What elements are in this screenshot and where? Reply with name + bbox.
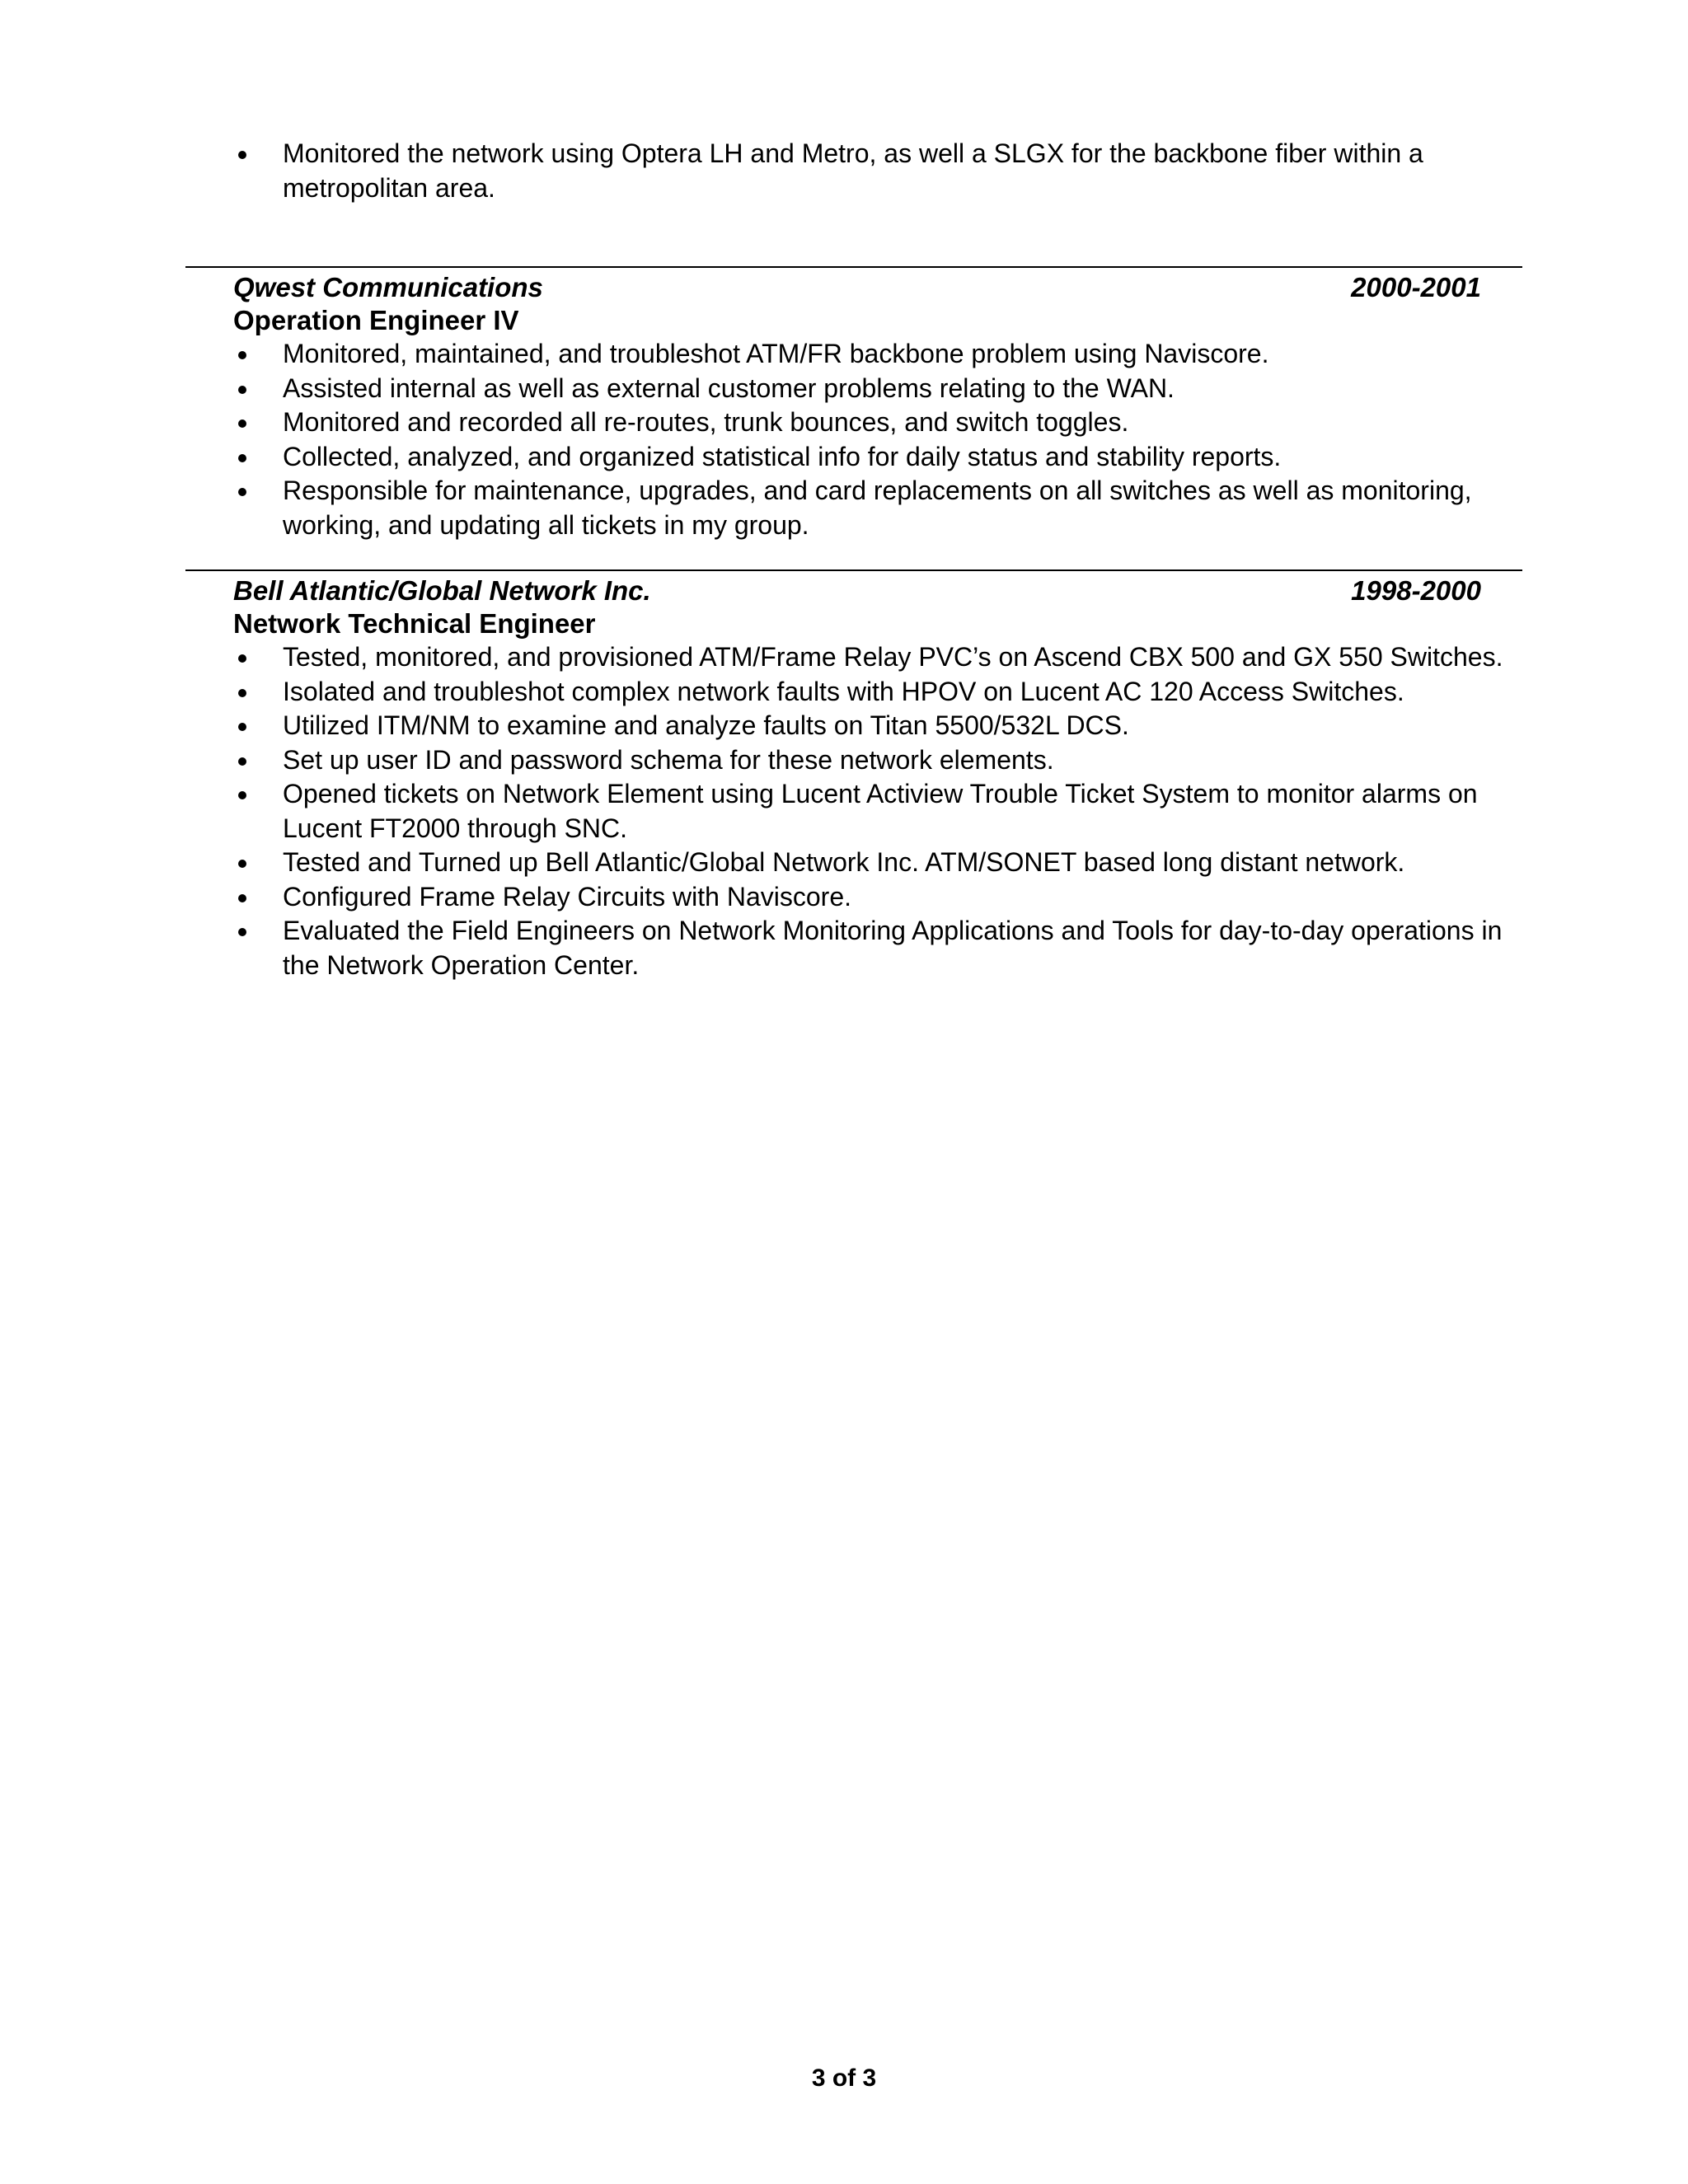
bullet-text: Isolated and troubleshot complex network faults with HPOV on Lucent AC 120 Access Switches.	[283, 676, 1404, 706]
bullet-text: Opened tickets on Network Element using Lucent Actiview Trouble Ticket System to monitor alarms on Lucent FT2000 through SNC.	[283, 779, 1478, 843]
bullet-icon	[238, 488, 246, 496]
bullet-text: Assisted internal as well as external customer problems relating to the WAN.	[283, 373, 1175, 403]
bullet-icon	[238, 894, 246, 902]
job-header	[233, 571, 1481, 607]
bullet-icon	[238, 386, 246, 394]
list-item	[233, 405, 1522, 440]
list-item	[233, 880, 1522, 915]
bullet-text: Evaluated the Field Engineers on Network Monitoring Applications and Tools for day-to-day operations in the Network Operation Center.	[283, 916, 1503, 980]
list-item	[233, 675, 1522, 710]
list-item	[233, 777, 1522, 846]
list-item	[233, 914, 1522, 982]
list-item	[233, 640, 1522, 675]
bullet-text: Responsible for maintenance, upgrades, and card replacements on all switches as well as monitoring, working, and updating all tickets in my group.	[283, 476, 1472, 540]
bullet-icon	[238, 689, 246, 697]
bullet-icon	[238, 757, 246, 766]
list-item	[233, 372, 1522, 406]
page-number: 3 of 3	[811, 2064, 877, 2092]
bullet-icon	[238, 151, 246, 159]
bullet-icon	[238, 860, 246, 868]
bullet-icon	[238, 454, 246, 462]
bullet-text: Tested, monitored, and provisioned ATM/Frame Relay PVC’s on Ascend CBX 500 and GX 550 Switches.	[283, 642, 1503, 672]
list-item	[233, 337, 1522, 372]
bullet-icon	[238, 723, 246, 731]
bullet-icon	[238, 419, 246, 428]
job-title: Network Technical Engineer	[233, 608, 596, 639]
bullet-text: Tested and Turned up Bell Atlantic/Global Network Inc. ATM/SONET based long distant network.	[283, 847, 1405, 877]
bullet-text: Monitored and recorded all re-routes, trunk bounces, and switch toggles.	[283, 407, 1129, 437]
bullet-list	[233, 337, 1522, 542]
bullet-icon	[238, 791, 246, 799]
job-title: Operation Engineer IV	[233, 305, 519, 335]
bullet-icon	[238, 351, 246, 359]
bullet-text: Monitored the network using Optera LH and Metro, as well a SLGX for the backbone fiber within a metropolitan area.	[283, 138, 1423, 203]
bullet-icon	[238, 928, 246, 936]
bullet-text: Collected, analyzed, and organized statistical info for daily status and stability reports.	[283, 441, 1282, 471]
bullet-icon	[238, 654, 246, 663]
list-item	[233, 137, 1519, 205]
company-name: Bell Atlantic/Global Network Inc.	[233, 575, 651, 606]
job-section-qwest	[185, 266, 1522, 542]
job-dates: 2000-2001	[1351, 272, 1481, 302]
bullet-list	[233, 640, 1522, 982]
job-dates: 1998-2000	[1351, 575, 1481, 606]
list-item	[233, 474, 1522, 542]
list-item	[233, 440, 1522, 475]
bullet-text: Configured Frame Relay Circuits with Naviscore.	[283, 881, 851, 912]
job-header	[233, 268, 1481, 304]
list-item	[233, 743, 1522, 778]
list-item	[233, 709, 1522, 743]
bullet-text: Utilized ITM/NM to examine and analyze faults on Titan 5500/532L DCS.	[283, 710, 1129, 740]
bullet-text: Set up user ID and password schema for these network elements.	[283, 744, 1054, 775]
company-name: Qwest Communications	[233, 272, 543, 302]
list-item	[233, 846, 1522, 880]
job-section-bell-atlantic	[185, 569, 1522, 982]
bullet-list	[233, 137, 1519, 205]
intro-bullet-list	[233, 137, 1519, 205]
bullet-text: Monitored, maintained, and troubleshot ATM/FR backbone problem using Naviscore.	[283, 339, 1269, 368]
